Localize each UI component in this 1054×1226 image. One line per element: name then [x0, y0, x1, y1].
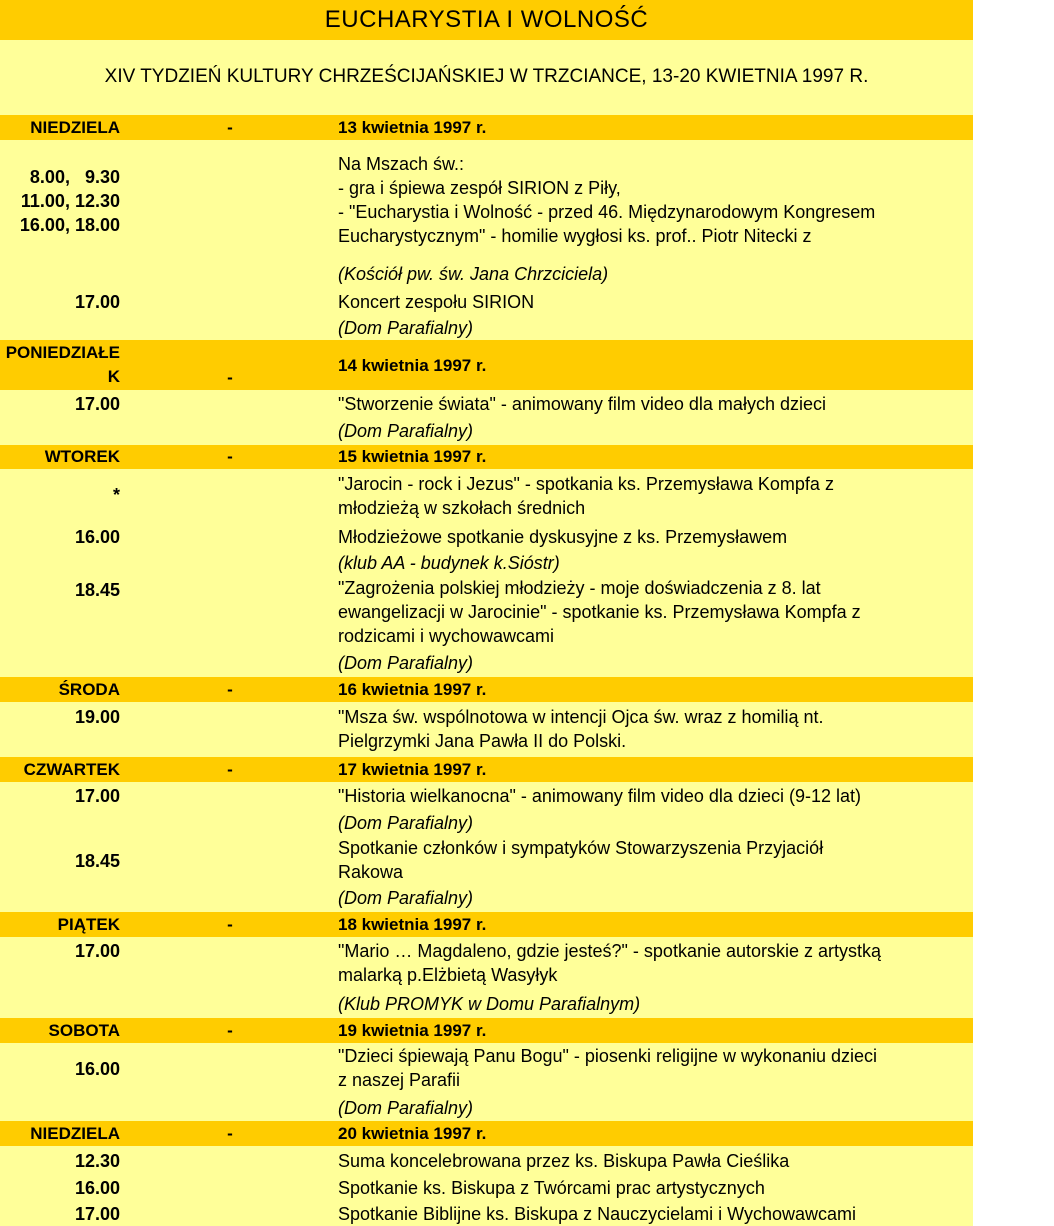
day-dash: - [227, 118, 233, 137]
event-place: (Dom Parafialny) [338, 318, 474, 338]
day-dash: - [227, 915, 233, 934]
day-date: 14 kwietnia 1997 r. [338, 356, 487, 375]
event-time: 16.00 [74, 1059, 120, 1079]
event-place: (Kościół pw. św. Jana Chrzciciela) [338, 264, 609, 284]
event-time: 17.00 [74, 1204, 120, 1224]
day-header [0, 757, 973, 782]
event-time: * [112, 485, 120, 505]
event-description: "Zagrożenia polskiej młodzieży - moje doświadczenia z 8. lat ewangelizacji w Jarocinie" - spotkanie ks. Przemysława Kompfa z rodzicami i wychowawcami [338, 578, 861, 646]
day-dash: - [227, 368, 233, 387]
day-name: WTOREK [44, 447, 120, 466]
day-name: NIEDZIELA [30, 1124, 120, 1143]
event-description: "Historia wielkanocna" - animowany film video dla dzieci (9-12 lat) [338, 786, 861, 806]
event-description: "Mario … Magdaleno, gdzie jesteś?" - spotkanie autorskie z artystką malarką p.Elżbietą Wasyłyk [338, 941, 882, 985]
day-header [0, 340, 973, 390]
event-time: 18.45 [74, 851, 120, 871]
day-header [0, 1121, 973, 1146]
day-dash: - [227, 1021, 233, 1040]
day-date: 13 kwietnia 1997 r. [338, 118, 487, 137]
day-name: PONIEDZIAŁE K [5, 343, 120, 386]
event-place: (Dom Parafialny) [338, 653, 474, 673]
event-description: Na Mszach św.: - gra i śpiewa zespół SIRION z Piły, - "Eucharystia i Wolność - przed 46. Międzynarodowym Kongresem Eucharystycznym" - homilie wygłosi ks. prof.. Piotr Nitecki z [338, 154, 876, 246]
day-name: SOBOTA [48, 1021, 120, 1040]
day-name: PIĄTEK [57, 915, 120, 934]
event-description: Spotkanie członków i sympatyków Stowarzyszenia Przyjaciół Rakowa [338, 838, 824, 882]
event-description: "Jarocin - rock i Jezus" - spotkania ks. Przemysława Kompfa z młodzieżą w szkołach średnich [338, 474, 834, 518]
event-time: 18.45 [74, 580, 120, 600]
day-header [0, 677, 973, 702]
day-dash: - [227, 1124, 233, 1143]
day-name: NIEDZIELA [30, 118, 120, 137]
event-place: (Dom Parafialny) [338, 888, 474, 908]
event-description: Koncert zespołu SIRION [338, 292, 535, 312]
day-date: 15 kwietnia 1997 r. [338, 447, 487, 466]
day-header [0, 912, 973, 937]
event-time: 17.00 [74, 394, 120, 414]
day-date: 20 kwietnia 1997 r. [338, 1124, 487, 1143]
event-time: 16.00 [74, 1178, 120, 1198]
event-time: 16.00 [74, 527, 120, 547]
event-time: 8.00, 9.30 11.00, 12.30 16.00, 18.00 [19, 167, 120, 235]
event-description: Młodzieżowe spotkanie dyskusyjne z ks. Przemysławem [338, 527, 788, 547]
event-description: Suma koncelebrowana przez ks. Biskupa Pawła Cieślika [338, 1151, 790, 1171]
day-header [0, 115, 973, 140]
day-date: 17 kwietnia 1997 r. [338, 760, 487, 779]
day-name: CZWARTEK [23, 760, 120, 779]
event-description: Spotkanie ks. Biskupa z Twórcami prac artystycznych [338, 1178, 765, 1198]
page-subtitle: XIV TYDZIEŃ KULTURY CHRZEŚCIJAŃSKIEJ W TRZCIANCE, 13-20 KWIETNIA 1997 R. [104, 66, 869, 87]
event-time: 17.00 [74, 786, 120, 806]
event-place: (Dom Parafialny) [338, 1098, 474, 1118]
day-name: ŚRODA [58, 680, 120, 699]
day-dash: - [227, 680, 233, 699]
day-date: 16 kwietnia 1997 r. [338, 680, 487, 699]
event-description: "Dzieci śpiewają Panu Bogu" - piosenki religijne w wykonaniu dzieci z naszej Parafii [338, 1046, 878, 1090]
event-place: (Klub PROMYK w Domu Parafialnym) [338, 994, 641, 1014]
event-description: Spotkanie Biblijne ks. Biskupa z Nauczycielami i Wychowawcami [338, 1204, 857, 1224]
page-title: EUCHARYSTIA I WOLNOŚĆ [0, 0, 973, 40]
day-dash: - [227, 447, 233, 466]
day-dash: - [227, 760, 233, 779]
event-place: (Dom Parafialny) [338, 421, 474, 441]
event-time: 12.30 [74, 1151, 120, 1171]
day-date: 19 kwietnia 1997 r. [338, 1021, 487, 1040]
event-place: (Dom Parafialny) [338, 813, 474, 833]
day-header [0, 445, 973, 469]
day-header [0, 1018, 973, 1043]
event-time: 17.00 [74, 941, 120, 961]
event-description: "Msza św. wspólnotowa w intencji Ojca św. wraz z homilią nt. Pielgrzymki Jana Pawła II do Polski. [338, 707, 824, 751]
event-place: (klub AA - budynek k.Sióstr) [338, 553, 560, 573]
day-date: 18 kwietnia 1997 r. [338, 915, 487, 934]
event-description: "Stworzenie świata" - animowany film video dla małych dzieci [338, 394, 826, 414]
event-time: 17.00 [74, 292, 120, 312]
event-time: 19.00 [74, 707, 120, 727]
